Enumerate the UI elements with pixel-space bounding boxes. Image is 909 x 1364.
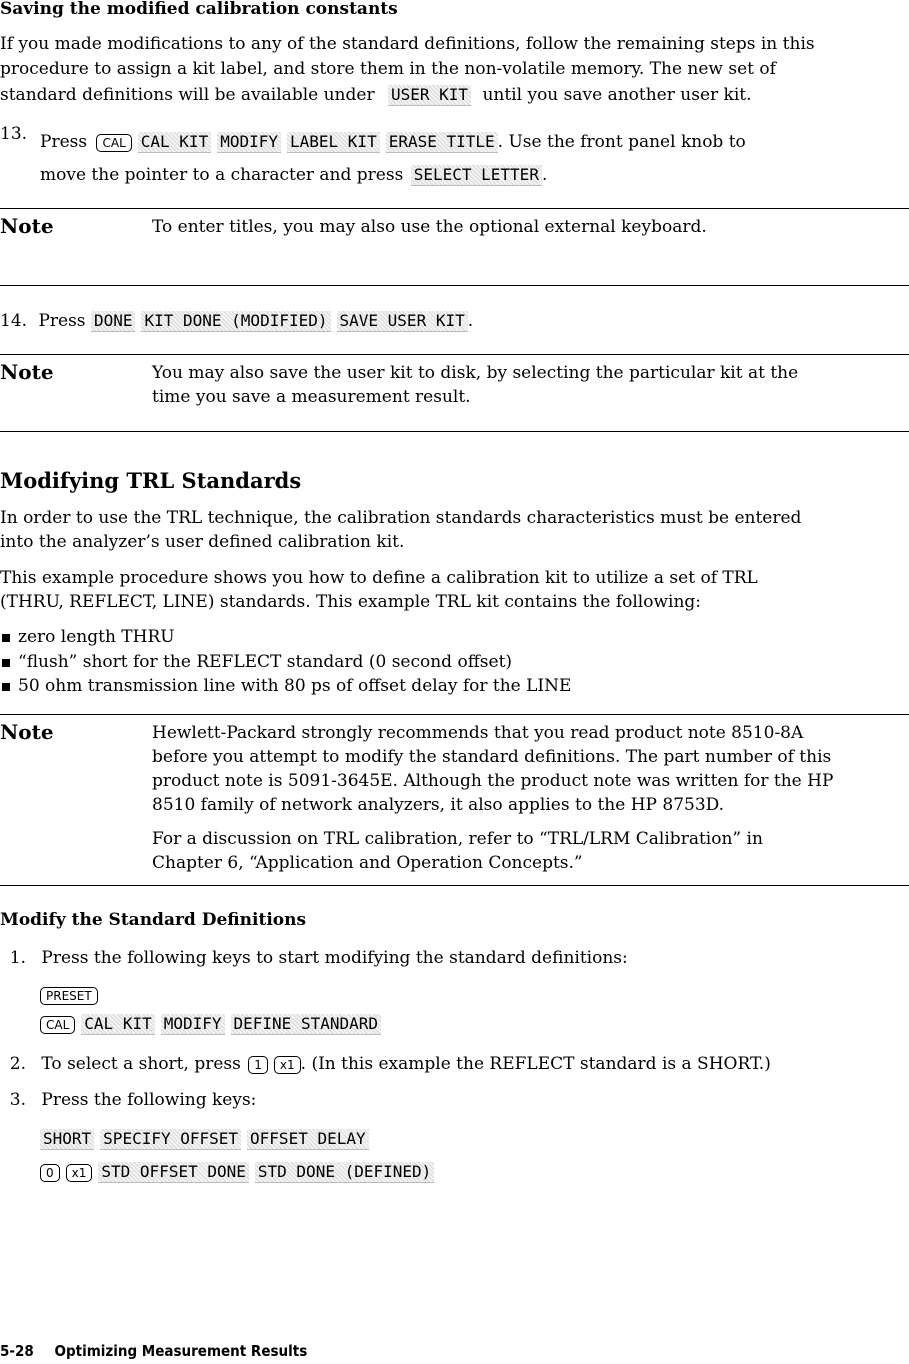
section-heading-modify-std: Modify the Standard Definitions (0, 910, 307, 930)
note-text: Chapter 6, “Application and Operation Concepts.” (152, 853, 583, 873)
paragraph-text: until you save another user kit. (482, 85, 752, 105)
step-text: Press (38, 311, 86, 331)
paragraph-line: If you made modifications to any of the standard definitions, follow the remaining steps in this (0, 34, 815, 54)
note-label: Note (0, 360, 54, 384)
note-text: 8510 family of network analyzers, it also applies to the HP 8753D. (152, 795, 725, 815)
step-text: . (In this example the REFLECT standard is a SHORT.) (300, 1054, 771, 1074)
note-text: product note is 5091-3645E. Although the product note was written for the HP (152, 771, 834, 791)
softkey-kit-done-modified: KIT DONE (MODIFIED) (141, 311, 330, 332)
softkey-cal-kit: CAL KIT (138, 132, 211, 153)
step-text: Press (40, 132, 88, 152)
note-text: Hewlett-Packard strongly recommends that you read product note 8510-8A (152, 723, 804, 743)
key-row (40, 1160, 440, 1184)
softkey-modify: MODIFY (217, 132, 281, 153)
bullet-icon (2, 634, 10, 642)
softkey-user-kit: USER KIT (388, 85, 471, 106)
list-item-text: “flush” short for the REFLECT standard (0 second offset) (18, 652, 513, 672)
note-label: Note (0, 214, 54, 238)
note-rule (0, 354, 909, 355)
step-number: 3. (9, 1090, 26, 1110)
softkey-std-done-defined: STD DONE (DEFINED) (255, 1162, 434, 1183)
step-text: Press the following keys to start modifying the standard definitions: (41, 948, 628, 968)
note-rule (0, 885, 909, 886)
step-13-number: 13. (0, 124, 28, 144)
step-text: move the pointer to a character and press (40, 165, 404, 185)
softkey-select-letter: SELECT LETTER (411, 165, 542, 186)
step-number: 1. (9, 948, 26, 968)
step-text: . (467, 311, 474, 331)
step-14 (0, 309, 473, 333)
step-text: . (541, 165, 548, 185)
paragraph-line: into the analyzer’s user defined calibration kit. (0, 532, 405, 552)
note-text: You may also save the user kit to disk, by selecting the particular kit at the (152, 363, 799, 383)
footer-title: Optimizing Measurement Results (54, 1342, 308, 1360)
softkey-define-standard: DEFINE STANDARD (231, 1014, 382, 1035)
hardkey-x1: x1 (274, 1056, 301, 1074)
softkey-save-user-kit: SAVE USER KIT (337, 311, 468, 332)
hardkey-cal: CAL (40, 1016, 75, 1034)
step-13 (40, 130, 746, 154)
step-text: To select a short, press (41, 1054, 241, 1074)
softkey-modify: MODIFY (161, 1014, 225, 1035)
section-heading-saving: Saving the modified calibration constants (0, 0, 398, 19)
paragraph-line: This example procedure shows you how to define a calibration kit to utilize a set of TRL (0, 568, 758, 588)
softkey-done: DONE (91, 311, 136, 332)
note-label: Note (0, 720, 54, 744)
key-row (40, 983, 104, 1007)
hardkey-1: 1 (248, 1056, 268, 1074)
step-2 (0, 1052, 771, 1076)
step-13-line2 (40, 163, 547, 187)
hardkey-x1: x1 (66, 1164, 93, 1182)
note-rule (0, 431, 909, 432)
softkey-short: SHORT (40, 1129, 94, 1150)
list-item (2, 625, 175, 649)
paragraph-line: procedure to assign a kit label, and store them in the non-volatile memory. The new set of (0, 59, 776, 79)
page-number: 5-28 (0, 1342, 34, 1360)
list-item-text: zero length THRU (18, 627, 175, 647)
hardkey-cal: CAL (96, 134, 131, 152)
note-rule (0, 285, 909, 286)
hardkey-0: 0 (40, 1164, 60, 1182)
list-item (2, 674, 571, 698)
list-item (2, 650, 512, 674)
softkey-std-offset-done: STD OFFSET DONE (98, 1162, 249, 1183)
softkey-cal-kit: CAL KIT (81, 1014, 154, 1035)
paragraph-line: In order to use the TRL technique, the calibration standards characteristics must be entered (0, 508, 802, 528)
note-text: time you save a measurement result. (152, 387, 471, 407)
paragraph-line (0, 83, 752, 107)
step-text: . Use the front panel knob to (497, 132, 746, 152)
paragraph-text: standard definitions will be available under (0, 85, 375, 105)
key-row (40, 1127, 375, 1151)
step-3 (0, 1088, 256, 1112)
note-rule (0, 714, 909, 715)
key-row (40, 1012, 387, 1036)
step-14-number: 14. (0, 311, 28, 331)
list-item-text: 50 ohm transmission line with 80 ps of offset delay for the LINE (18, 676, 572, 696)
step-number: 2. (9, 1054, 26, 1074)
paragraph-line: (THRU, REFLECT, LINE) standards. This example TRL kit contains the following: (0, 592, 702, 612)
softkey-erase-title: ERASE TITLE (386, 132, 498, 153)
note-rule (0, 208, 909, 209)
softkey-label-kit: LABEL KIT (287, 132, 380, 153)
step-1 (0, 946, 628, 970)
bullet-icon (2, 659, 10, 667)
softkey-offset-delay: OFFSET DELAY (247, 1129, 369, 1150)
step-text: Press the following keys: (41, 1090, 257, 1110)
bullet-icon (2, 683, 10, 691)
hardkey-preset: PRESET (40, 987, 98, 1005)
note-text: To enter titles, you may also use the optional external keyboard. (152, 217, 707, 237)
section-heading-trl: Modifying TRL Standards (0, 468, 302, 493)
page-footer (0, 1342, 307, 1360)
softkey-specify-offset: SPECIFY OFFSET (100, 1129, 241, 1150)
note-text: For a discussion on TRL calibration, refer to “TRL/LRM Calibration” in (152, 829, 763, 849)
note-text: before you attempt to modify the standard definitions. The part number of this (152, 747, 832, 767)
